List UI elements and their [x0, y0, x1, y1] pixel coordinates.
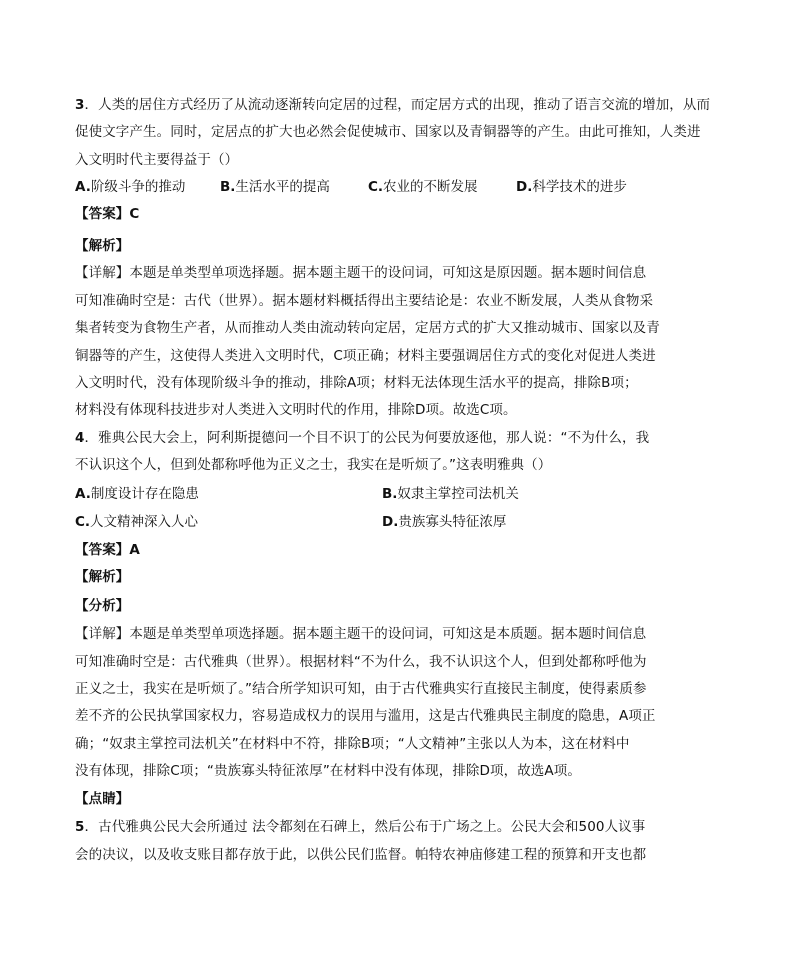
- q3-line-3: 入文明时代主要得益于（）: [75, 152, 239, 168]
- q3-number: 3: [75, 97, 85, 113]
- q3-line-2: 促使文字产生。同时，定居点的扩大也必然会促使城市、国家以及青铜器等的产生。由此可推知，人类进: [75, 124, 701, 140]
- q4-detail-3: 正义之士，我实在是听烦了。”结合所学知识可知，由于古代雅典实行直接民主制度，使得素质参: [75, 681, 647, 697]
- q4-detail-2: 可知准确时空是：古代雅典（世界）。根据材料“不为什么，我不认识这个人，但到处都称呼他为: [75, 654, 647, 670]
- q5-line-1: 5．古代雅典公民大会所通过 法令都刻在石碑上，然后公布于广场之上。公民大会和500人议事: [75, 819, 646, 835]
- q4-option-a: A.制度设计存在隐患: [75, 486, 199, 502]
- q4-line-2: 不认识这个人，但到处都称呼他为正义之士，我实在是听烦了。”这表明雅典（）: [75, 457, 552, 473]
- q3-answer: 【答案】C: [75, 206, 140, 222]
- q4-option-b: B.奴隶主掌控司法机关: [382, 486, 519, 502]
- q3-option-c: C.农业的不断发展: [368, 179, 478, 195]
- q3-option-a: A.阶级斗争的推动: [75, 179, 186, 195]
- q3-analysis-label: 【解析】: [75, 238, 130, 254]
- q3-option-d: D.科学技术的进步: [516, 179, 627, 195]
- q5-number: 5: [75, 819, 85, 835]
- q3-line-1: 3．人类的居住方式经历了从流动逐渐转向定居的过程，而定居方式的出现，推动了语言交流的增加，从而: [75, 97, 711, 113]
- q3-detail-5: 入文明时代，没有体现阶级斗争的推动，排除A项；材料无法体现生活水平的提高，排除B项；: [75, 375, 638, 391]
- q4-detail-1: 【详解】本题是单类型单项选择题。据本题主题干的设问词，可知这是本质题。据本题时间信息: [75, 626, 647, 642]
- q4-detail-4: 差不齐的公民执掌国家权力，容易造成权力的误用与滥用，这是古代雅典民主制度的隐患，A项正: [75, 708, 656, 724]
- q4-option-c: C.人文精神深入人心: [75, 514, 199, 530]
- q3-option-b: B.生活水平的提高: [220, 179, 330, 195]
- q4-detail-5: 确；“奴隶主掌控司法机关”在材料中不符，排除B项；“人文精神”主张以人为本，这在材料中: [75, 736, 630, 752]
- q5-line-2: 会的决议，以及收支账目都存放于此，以供公民们监督。帕特农神庙修建工程的预算和开支也都: [75, 847, 647, 863]
- q4-option-d: D.贵族寡头特征浓厚: [382, 514, 507, 530]
- q3-detail-3: 集者转变为食物生产者，从而推动人类由流动转向定居，定居方式的扩大又推动城市、国家以及青: [75, 320, 660, 336]
- q3-detail-1: 【详解】本题是单类型单项选择题。据本题主题干的设问词，可知这是原因题。据本题时间信息: [75, 265, 647, 281]
- q3-detail-4: 铜器等的产生，这使得人类进入文明时代，C项正确；材料主要强调居住方式的变化对促进人类进: [75, 348, 656, 364]
- q4-answer: 【答案】A: [75, 542, 140, 558]
- q4-number: 4: [75, 430, 85, 446]
- q4-fenxi-label: 【分析】: [75, 598, 130, 614]
- q4-detail-6: 没有体现，排除C项；“贵族寡头特征浓厚”在材料中没有体现，排除D项，故选A项。: [75, 763, 581, 779]
- q4-line-1: 4．雅典公民大会上，阿利斯提德问一个目不识丁的公民为何要放逐他，那人说：“不为什么，我: [75, 430, 650, 446]
- q4-analysis-label: 【解析】: [75, 569, 130, 585]
- q3-detail-2: 可知准确时空是：古代（世界）。据本题材料概括得出主要结论是：农业不断发展，人类从食物采: [75, 293, 654, 309]
- q4-dianjing-label: 【点睛】: [75, 791, 130, 807]
- q3-detail-6: 材料没有体现科技进步对人类进入文明时代的作用，排除D项。故选C项。: [75, 402, 517, 418]
